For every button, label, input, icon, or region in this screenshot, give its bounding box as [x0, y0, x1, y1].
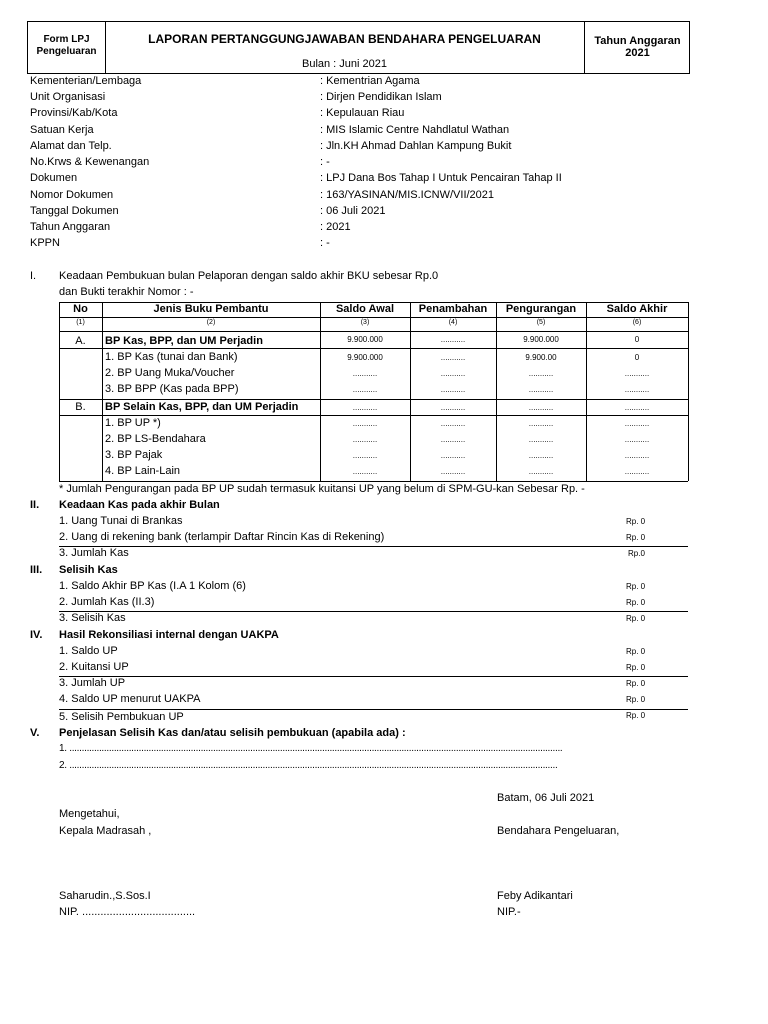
table-row-label: 1. BP Kas (tunai dan Bank)	[105, 351, 238, 363]
table-cell: ...........	[528, 467, 554, 476]
section-1-line1: Keadaan Pembukuan bulan Pelaporan dengan saldo akhir BKU sebesar Rp.0	[59, 270, 439, 282]
table-cell: ...........	[440, 435, 466, 444]
info-label: Alamat dan Telp.	[30, 140, 112, 152]
table-line	[59, 415, 688, 416]
table-cell: ...........	[352, 467, 378, 476]
list-item-value: Rp. 0	[626, 533, 646, 542]
table-row-label: 2. BP LS-Bendahara	[105, 433, 206, 445]
total-line	[59, 676, 688, 677]
info-label: Tanggal Dokumen	[30, 205, 119, 217]
table-row-label: 4. BP Lain-Lain	[105, 465, 181, 477]
table-line	[59, 481, 688, 482]
list-item-value: Rp. 0	[626, 695, 646, 704]
table-cell: ...........	[528, 403, 554, 412]
info-value: : Kepulauan Riau	[320, 107, 405, 119]
year-value: 2021	[625, 47, 650, 59]
table-cell: ...........	[528, 419, 554, 428]
table-subheader: (1)	[76, 319, 85, 326]
info-value: : Kementrian Agama	[320, 75, 420, 87]
table-cell: 9.900.000	[347, 353, 383, 362]
left-signer-name: Saharudin.,S.Sos.I	[59, 890, 151, 902]
right-sign-label: Bendahara Pengeluaran,	[497, 825, 620, 837]
section-2-number: II.	[30, 499, 40, 511]
list-item-value: Rp. 0	[626, 647, 646, 656]
total-line	[59, 611, 688, 612]
list-item-label: 4. Saldo UP menurut UAKPA	[59, 693, 201, 705]
report-title: LAPORAN PERTANGGUNGJAWABAN BENDAHARA PENGELUARAN	[148, 32, 541, 46]
table-cell: ...........	[352, 451, 378, 460]
info-value: : 163/YASINAN/MIS.ICNW/VII/2021	[320, 189, 495, 201]
list-item-label: 1. Uang Tunai di Brankas	[59, 515, 183, 527]
info-value: : 2021	[320, 221, 351, 233]
table-line	[59, 348, 688, 349]
info-label: No.Krws & Kewenangan	[30, 156, 150, 168]
info-label: Satuan Kerja	[30, 124, 94, 136]
total-line	[59, 709, 688, 710]
section-2-title: Keadaan Kas pada akhir Bulan	[59, 499, 220, 511]
table-cell: ...........	[440, 467, 466, 476]
info-value: : LPJ Dana Bos Tahap I Untuk Pencairan Tahap II	[320, 172, 562, 184]
group-a-no: A.	[75, 335, 86, 347]
table-cell: ...........	[440, 335, 466, 344]
table-cell: ...........	[352, 403, 378, 412]
table-line	[59, 302, 60, 481]
group-b-label: BP Selain Kas, BPP, dan UM Perjadin	[105, 401, 299, 413]
table-cell: ...........	[624, 385, 650, 394]
table-cell: 9.900.000	[347, 335, 383, 344]
table-cell: 0	[634, 353, 640, 362]
table-subheader: (4)	[448, 319, 458, 326]
table-cell: ...........	[528, 435, 554, 444]
table-cell: ...........	[352, 385, 378, 394]
table-header: Jenis Buku Pembantu	[153, 303, 269, 315]
table-cell: 0	[634, 335, 640, 344]
explanation-line-2: 2. .....................................................................................................................................................................................................	[59, 760, 558, 771]
table-row-label: 2. BP Uang Muka/Voucher	[105, 367, 235, 379]
info-value: : -	[320, 237, 330, 249]
table-subheader: (2)	[206, 319, 216, 326]
list-item-value: Rp. 0	[626, 711, 646, 720]
table-line	[688, 302, 689, 481]
table-cell: ...........	[440, 451, 466, 460]
table-cell: 9.900.000	[523, 335, 559, 344]
list-item-label: 5. Selisih Pembukuan UP	[59, 711, 184, 723]
report-month: Bulan : Juni 2021	[301, 58, 387, 70]
section-3-number: III.	[30, 564, 43, 576]
table-cell: ...........	[624, 403, 650, 412]
table-cell: ...........	[624, 435, 650, 444]
list-item-label: 1. Saldo UP	[59, 645, 118, 657]
section-1-number: I.	[30, 270, 37, 282]
table-header: Pengurangan	[505, 303, 577, 315]
table-cell: ...........	[624, 419, 650, 428]
year-label: Tahun Anggaran	[594, 35, 681, 47]
info-value: : -	[320, 156, 330, 168]
table-cell: ...........	[528, 369, 554, 378]
section-1-line2: dan Bukti terakhir Nomor : -	[59, 286, 194, 298]
list-item-value: Rp.0	[628, 549, 645, 558]
table-cell: ...........	[440, 385, 466, 394]
table-line	[59, 331, 688, 332]
table-cell: ...........	[352, 369, 378, 378]
list-item-value: Rp. 0	[626, 679, 646, 688]
list-item-label: 2. Uang di rekening bank (terlampir Daftar Rincin Kas di Rekening)	[59, 531, 385, 543]
info-value: : 06 Juli 2021	[320, 205, 386, 217]
table-cell: ...........	[440, 369, 466, 378]
info-value: : Dirjen Pendidikan Islam	[320, 91, 442, 103]
table-header: No	[73, 303, 88, 315]
table-cell: 9.900.00	[525, 353, 557, 362]
list-item-value: Rp. 0	[626, 663, 646, 672]
table-header: Saldo Awal	[335, 303, 395, 315]
left-sign-label-1: Mengetahui,	[59, 808, 120, 820]
table-row-label: 3. BP Pajak	[105, 449, 163, 461]
info-label: Provinsi/Kab/Kota	[30, 107, 118, 119]
table-row-label: 1. BP UP *)	[105, 417, 161, 429]
table-cell: ...........	[440, 353, 466, 362]
group-a-label: BP Kas, BPP, dan UM Perjadin	[105, 335, 263, 347]
section-5-title: Penjelasan Selisih Kas dan/atau selisih pembukuan (apabila ada) :	[59, 727, 406, 739]
place-date: Batam, 06 Juli 2021	[497, 792, 595, 804]
left-signer-nip: NIP. .....................................	[59, 906, 196, 918]
section-3-title: Selisih Kas	[59, 564, 118, 576]
right-signer-nip: NIP.-	[497, 906, 521, 918]
table-cell: ...........	[440, 403, 466, 412]
table-footnote: * Jumlah Pengurangan pada BP UP sudah termasuk kuitansi UP yang belum di SPM-GU-kan Sebesar Rp. -	[59, 483, 585, 495]
list-item-label: 3. Selisih Kas	[59, 612, 126, 624]
form-label-line2: Pengeluaran	[36, 46, 97, 57]
list-item-value: Rp. 0	[626, 582, 646, 591]
list-item-label: 3. Jumlah Kas	[59, 547, 129, 559]
section-5-number: V.	[30, 727, 40, 739]
info-label: Tahun Anggaran	[30, 221, 111, 233]
table-cell: ...........	[624, 467, 650, 476]
table-subheader: (5)	[536, 319, 546, 326]
table-line	[102, 302, 103, 481]
list-item-value: Rp. 0	[626, 614, 646, 623]
table-cell: ...........	[624, 369, 650, 378]
table-header: Penambahan	[418, 303, 488, 315]
right-signer-name: Feby Adikantari	[497, 890, 573, 902]
list-item-label: 2. Kuitansi UP	[59, 661, 129, 673]
table-cell: ...........	[624, 451, 650, 460]
left-sign-label-2: Kepala Madrasah ,	[59, 825, 152, 837]
list-item-label: 2. Jumlah Kas (II.3)	[59, 596, 155, 608]
info-label: KPPN	[30, 237, 60, 249]
list-item-label: 3. Jumlah UP	[59, 677, 126, 689]
info-label: Dokumen	[30, 172, 78, 184]
table-line	[59, 317, 688, 318]
section-4-number: IV.	[30, 629, 43, 641]
table-subheader: (3)	[360, 319, 370, 326]
list-item-value: Rp. 0	[626, 598, 646, 607]
info-label: Nomor Dokumen	[30, 189, 114, 201]
info-value: : MIS Islamic Centre Nahdlatul Wathan	[320, 124, 510, 136]
table-cell: ...........	[440, 419, 466, 428]
info-label: Unit Organisasi	[30, 91, 106, 103]
table-cell: ...........	[528, 451, 554, 460]
table-header: Saldo Akhir	[606, 303, 668, 315]
list-item-value: Rp. 0	[626, 517, 646, 526]
info-label: Kementerian/Lembaga	[30, 75, 142, 87]
group-b-no: B.	[75, 401, 86, 413]
section-4-title: Hasil Rekonsiliasi internal dengan UAKPA	[59, 629, 279, 641]
table-cell: ...........	[352, 435, 378, 444]
list-item-label: 1. Saldo Akhir BP Kas (I.A 1 Kolom (6)	[59, 580, 246, 592]
table-line	[59, 399, 688, 400]
table-subheader: (6)	[632, 319, 642, 326]
explanation-line-1: 1. .......................................................................................................................................................................................................	[59, 743, 563, 754]
info-value: : Jln.KH Ahmad Dahlan Kampung Bukit	[320, 140, 512, 152]
table-cell: ...........	[352, 419, 378, 428]
form-label-line1: Form LPJ	[43, 34, 90, 45]
total-line	[59, 546, 688, 547]
table-row-label: 3. BP BPP (Kas pada BPP)	[105, 383, 239, 395]
table-cell: ...........	[528, 385, 554, 394]
